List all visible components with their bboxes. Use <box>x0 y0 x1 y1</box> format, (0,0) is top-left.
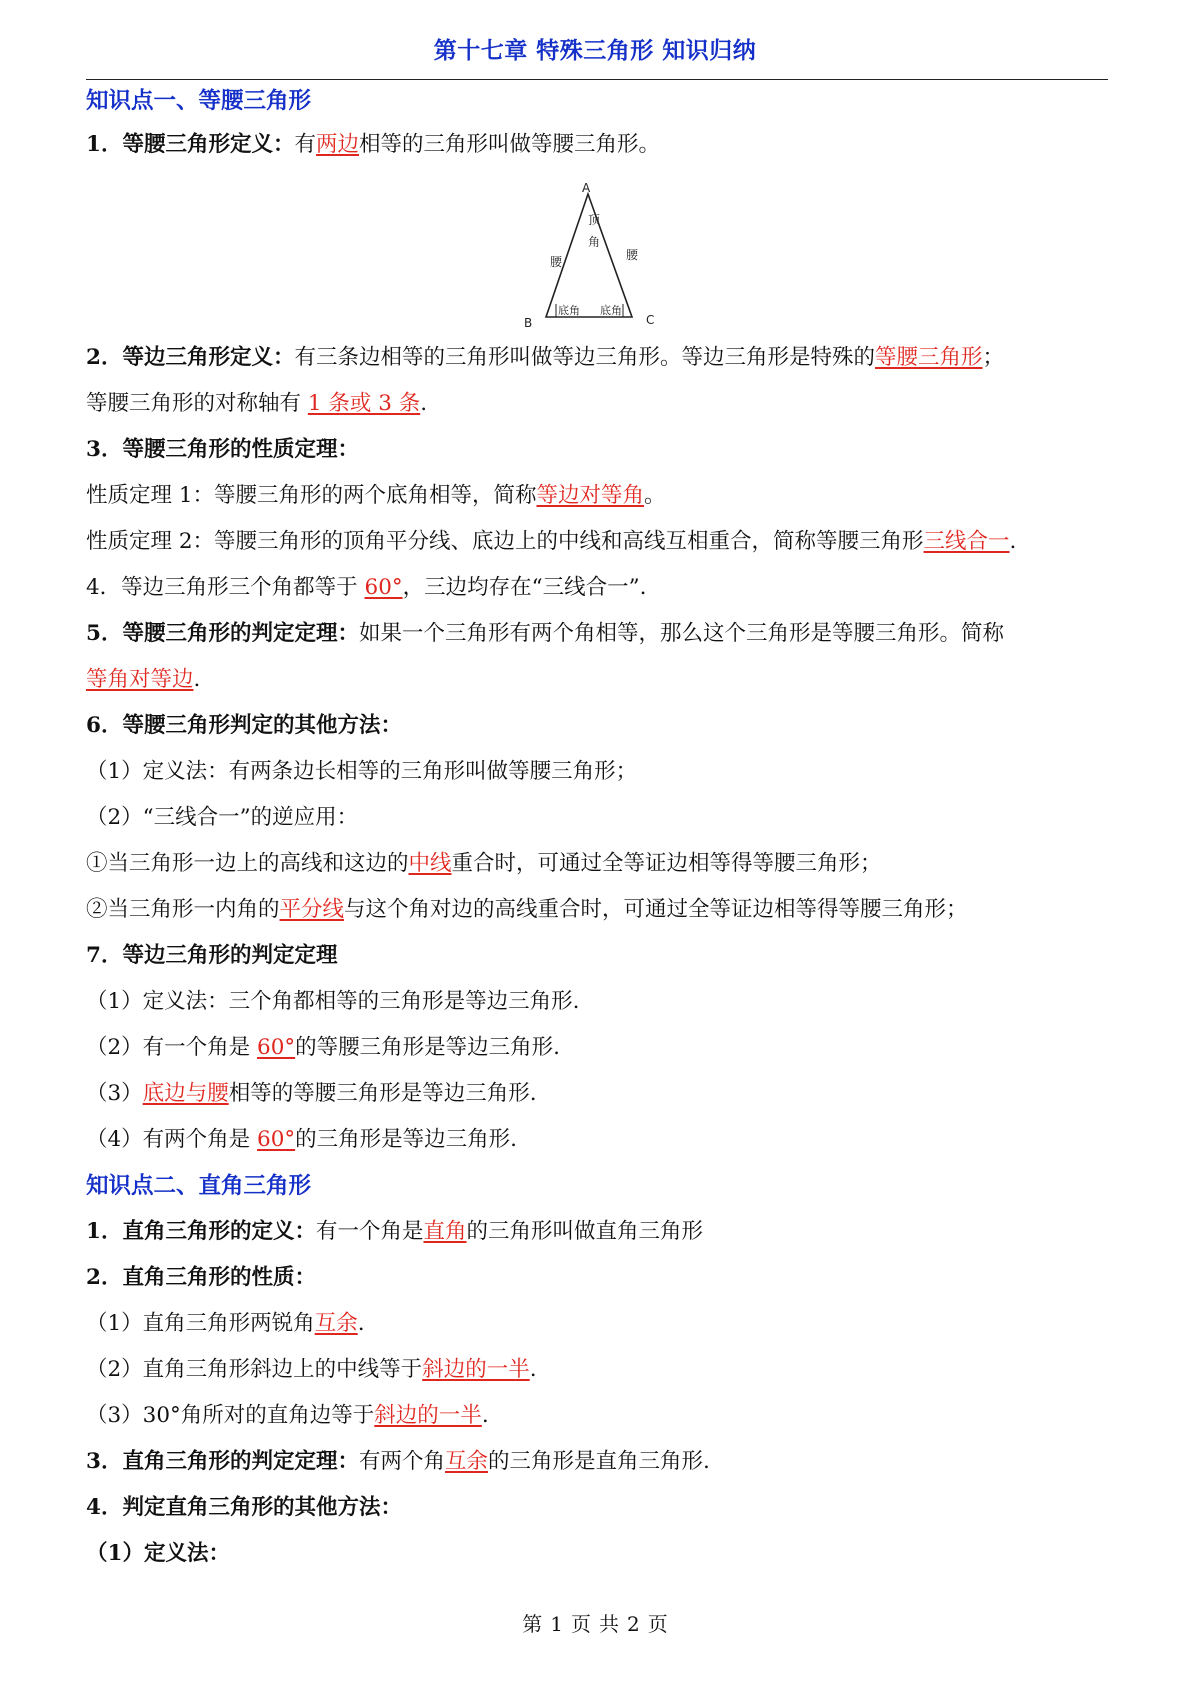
other-method-2: （2）“三线合一”的逆应用： <box>86 805 359 830</box>
text: 相等的等腰三角形是等边三角形. <box>228 1081 537 1106</box>
property-theorem-2 <box>86 527 1016 557</box>
section-heading-isosceles: 知识点一、等腰三角形 <box>86 88 312 114</box>
text: （2）有一个角是 <box>86 1035 258 1060</box>
vertex-a-label: A <box>582 181 591 195</box>
right-triangle-criterion <box>86 1447 710 1477</box>
equilateral-criterion-1: （1）定义法：三个角都相等的三角形是等边三角形. <box>86 989 580 1014</box>
item-label: 2．等边三角形定义： <box>86 345 295 370</box>
text: 的三角形是直角三角形. <box>488 1449 710 1474</box>
text: ； <box>982 345 1005 370</box>
base-angle-left-label: 底角 <box>558 304 580 317</box>
vertex-b-label: B <box>524 316 533 330</box>
right-triangle-properties-label <box>86 1263 316 1293</box>
answer: 两边 <box>315 132 359 157</box>
equilateral-criteria-label <box>86 941 337 971</box>
right-triangle-method-1 <box>86 1539 230 1569</box>
text: （4）有两个角是 <box>86 1127 258 1152</box>
right-triangle-definition <box>86 1217 703 1247</box>
text: 有三条边相等的三角形叫做等边三角形。等边三角形是特殊的 <box>294 345 875 370</box>
answer: 平分线 <box>279 897 345 922</box>
text: 性质定理 2：等腰三角形的顶角平分线、底边上的中线和高线互相重合，简称等腰三角形 <box>86 529 924 554</box>
text: ，三边均存在“三线合一”. <box>402 575 647 600</box>
text: （2）直角三角形斜边上的中线等于 <box>86 1357 423 1382</box>
answer: 1 条或 3 条 <box>307 391 421 416</box>
text: . <box>193 667 201 692</box>
text: 的三角形叫做直角三角形 <box>466 1219 704 1244</box>
vertex-c-label: C <box>646 313 655 327</box>
right-triangle-property-1 <box>86 1309 365 1339</box>
right-triangle-property-3 <box>86 1401 489 1431</box>
answer: 中线 <box>408 851 452 876</box>
text: 如果一个三角形有两个角相等，那么这个三角形是等腰三角形。简称 <box>358 621 1004 646</box>
answer: 60° <box>257 1035 296 1060</box>
isosceles-criterion-short <box>86 665 200 695</box>
text: （1）直角三角形两锐角 <box>86 1311 315 1336</box>
leg-right-label: 腰 <box>626 248 639 262</box>
item-label: 7．等边三角形的判定定理 <box>86 943 338 968</box>
text: 有 <box>294 132 316 157</box>
answer: 60° <box>257 1127 296 1152</box>
text: . <box>357 1311 365 1336</box>
text: 等腰三角形的对称轴有 <box>86 391 308 416</box>
text: ②当三角形一内角的 <box>86 897 280 922</box>
text: . <box>481 1403 489 1428</box>
item-label: 5．等腰三角形的判定定理： <box>86 621 359 646</box>
other-method-1: （1）定义法：有两条边长相等的三角形叫做等腰三角形； <box>86 759 638 784</box>
text: 的三角形是等边三角形. <box>295 1127 517 1152</box>
isosceles-triangle-figure <box>520 180 670 330</box>
page-footer <box>0 1608 1190 1637</box>
item-label: 6．等腰三角形判定的其他方法： <box>86 713 402 738</box>
item-label: 3．等腰三角形的性质定理： <box>86 437 359 462</box>
symmetry-axis-line <box>86 389 427 419</box>
item-label: （1）定义法： <box>86 1541 230 1566</box>
section-heading-right-triangle: 知识点二、直角三角形 <box>86 1173 312 1199</box>
answer: 底边与腰 <box>142 1081 229 1106</box>
text: . <box>420 391 428 416</box>
answer: 三线合一 <box>923 529 1010 554</box>
text: 。 <box>644 483 666 508</box>
footer-text: 第 <box>522 1612 543 1636</box>
text: （3） <box>86 1081 143 1106</box>
top-angle-label-1: 顶 <box>588 213 601 227</box>
property-theorems-label <box>86 435 359 465</box>
answer: 等角对等边 <box>86 667 194 692</box>
text: 有一个角是 <box>315 1219 424 1244</box>
item-label: 1．直角三角形的定义： <box>86 1219 316 1244</box>
text: 4．等边三角形三个角都等于 <box>86 575 365 600</box>
text: 有两个角 <box>358 1449 445 1474</box>
equilateral-angles <box>86 573 646 603</box>
isosceles-definition <box>86 130 660 160</box>
current-page-number: 1 <box>550 1612 563 1636</box>
item-label: 2．直角三角形的性质： <box>86 1265 316 1290</box>
equilateral-criterion-4 <box>86 1125 517 1155</box>
text: . <box>1009 529 1017 554</box>
leg-left-label: 腰 <box>550 255 563 269</box>
answer: 互余 <box>444 1449 488 1474</box>
equilateral-definition <box>86 343 1004 373</box>
other-methods-label <box>86 711 402 741</box>
equilateral-criterion-2 <box>86 1033 560 1063</box>
footer-text: 共 <box>599 1612 619 1636</box>
text: 相等的三角形叫做等腰三角形。 <box>359 132 661 157</box>
text: 性质定理 1：等腰三角形的两个底角相等，简称 <box>86 483 537 508</box>
answer: 斜边的一半 <box>374 1403 482 1428</box>
text: （3）30°角所对的直角边等于 <box>86 1403 375 1428</box>
text: 与这个角对边的高线重合时，可通过全等证边相等得等腰三角形； <box>344 897 968 922</box>
answer: 互余 <box>314 1311 358 1336</box>
total-page-number: 2 <box>627 1612 640 1636</box>
isosceles-criterion <box>86 619 1004 649</box>
equilateral-criterion-3 <box>86 1079 537 1109</box>
property-theorem-1 <box>86 481 666 511</box>
text: ①当三角形一边上的高线和这边的 <box>86 851 409 876</box>
answer: 斜边的一半 <box>422 1357 530 1382</box>
page-title: 第十七章 特殊三角形 知识归纳 <box>433 37 757 64</box>
title-divider <box>86 79 1108 80</box>
text: 的等腰三角形是等边三角形. <box>295 1035 560 1060</box>
right-triangle-other-methods-label <box>86 1493 402 1523</box>
base-angle-right-label: 底角 <box>600 304 622 317</box>
text: . <box>529 1357 537 1382</box>
other-method-2b <box>86 895 968 925</box>
footer-text: 页 <box>647 1612 668 1636</box>
item-label: 4．判定直角三角形的其他方法： <box>86 1495 402 1520</box>
text: 重合时，可通过全等证边相等得等腰三角形； <box>451 851 882 876</box>
footer-text: 页 <box>571 1612 591 1636</box>
item-label: 1．等腰三角形定义： <box>86 132 295 157</box>
answer: 直角 <box>423 1219 467 1244</box>
answer: 等边对等角 <box>536 483 645 508</box>
other-method-2a <box>86 849 882 879</box>
right-triangle-property-2 <box>86 1355 537 1385</box>
answer: 60° <box>364 575 403 600</box>
answer: 等腰三角形 <box>874 345 983 370</box>
item-label: 3．直角三角形的判定定理： <box>86 1449 359 1474</box>
top-angle-label-2: 角 <box>588 235 601 249</box>
